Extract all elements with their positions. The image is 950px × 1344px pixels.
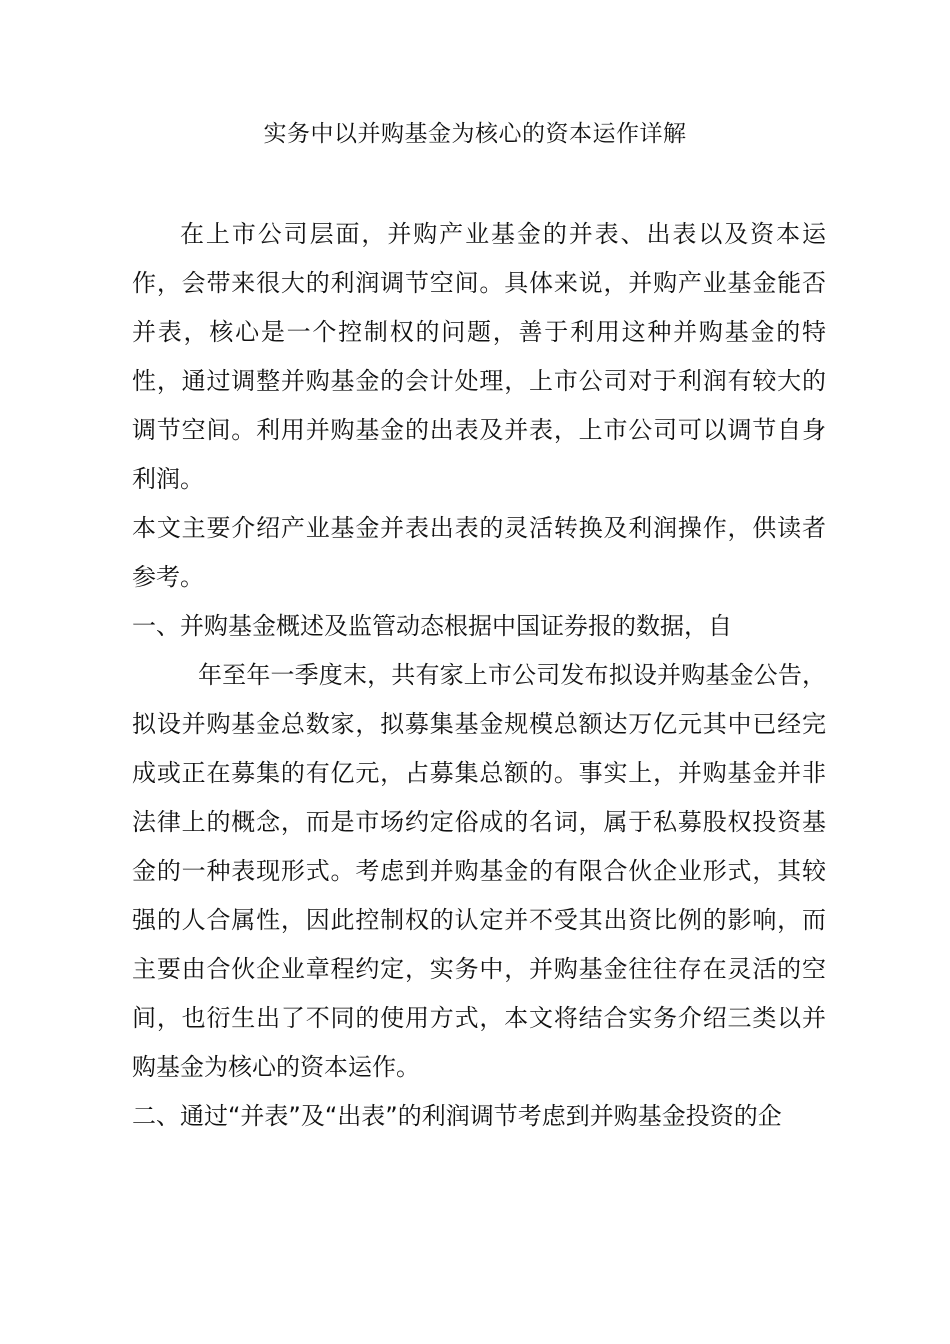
paragraph-section-one-body: 年至年一季度末，共有家上市公司发布拟设并购基金公告，拟设并购基金总数家，拟募集基金规模总额达万亿元其中已经完成或正在募集的有亿元，占募集总额的。事实上，并购基金并非法律上的概念，而是市场约定俗成的名词，属于私募股权投资基金的一种表现形式。考虑到并购基金的有限合伙企业形式，其较强的人合属性，因此控制权的认定并不受其出资比例的影响，而主要由合伙企业章程约定，实务中，并购基金往往存在灵活的空间，也衍生出了不同的使用方式，本文将结合实务介绍三类以并购基金为核心的资本运作。 [132,661,826,1081]
paragraph-purpose: 本文主要介绍产业基金并表出表的灵活转换及利润操作，供读者参考。 [132,514,826,591]
paragraph-intro: 在上市公司层面，并购产业基金的并表、出表以及资本运作，会带来很大的利润调节空间。具体来说，并购产业基金能否并表，核心是一个控制权的问题，善于利用这种并购基金的特性，通过调整并购基金的会计处理，上市公司对于利润有较大的调节空间。利用并购基金的出表及并表，上市公司可以调节自身利润。 [132,220,826,493]
document-body [132,210,826,1141]
paragraph-section-one-heading: 一、并购基金概述及监管动态根据中国证券报的数据，自 [132,612,732,640]
document-title: 实务中以并购基金为核心的资本运作详解 [263,121,687,147]
paragraph-section-two-heading: 二、通过“并表”及“出表”的利润调节考虑到并购基金投资的企 [132,1102,782,1130]
